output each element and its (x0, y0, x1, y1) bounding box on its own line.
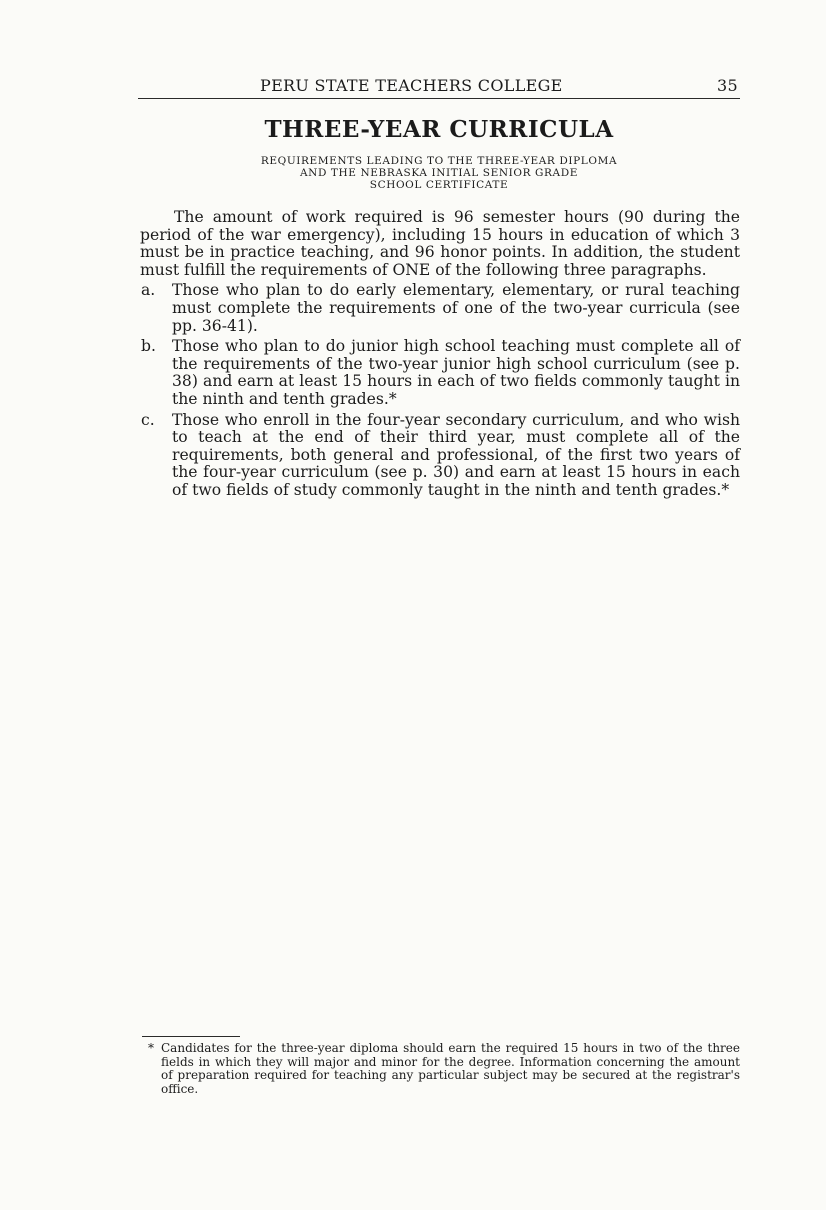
section-title: THREE-YEAR CURRICULA (264, 116, 614, 143)
item-text: Those who plan to do early elementary, elementary, or rural teaching must complete the requirements of one of the two-year curricula (see pp. 36-41). (172, 281, 740, 335)
running-header (138, 76, 740, 99)
requirement-item-b (140, 338, 740, 408)
section-subtitle (138, 155, 740, 191)
subtitle-line-2: AND THE NEBRASKA INITIAL SENIOR GRADE (299, 167, 578, 179)
item-marker: b. (141, 337, 156, 356)
item-text: Those who plan to do junior high school teaching must complete all of the requirements of the two-year junior high school curriculum (see p. 38) and earn at least 15 hours in each of two fields commonly taught in the ninth and tenth grades.* (172, 337, 740, 408)
footnote (148, 1042, 740, 1096)
requirement-item-c (140, 412, 740, 500)
footnote-text: Candidates for the three-year diploma should earn the required 15 hours in two of the three fields in which they will major and minor for the degree. Information concerning the amount of preparation required for teaching any particular subject may be secured at the registrar's office. (161, 1041, 740, 1096)
footnote-divider (142, 1036, 240, 1037)
footnote-marker: * (148, 1041, 154, 1055)
item-marker: a. (141, 281, 156, 300)
body-text (140, 209, 740, 500)
intro-paragraph: The amount of work required is 96 semester hours (90 during the period of the war emergency), including 15 hours in education of which 3 must be in practice teaching, and 96 honor points. In addition, the student must fulfill the requirements of ONE of the following three paragraphs. (140, 208, 740, 279)
requirement-list (140, 282, 740, 499)
requirement-item-a (140, 282, 740, 335)
item-marker: c. (141, 410, 155, 429)
page-number: 35 (717, 76, 738, 95)
item-text: Those who enroll in the four-year secondary curriculum, and who wish to teach at the end of their third year, must complete all of the requirements, both general and professional, of the first two years of the four-year curriculum (see p. 30) and earn at least 15 hours in each of two fields of study commonly taught in the ninth and tenth grades.* (172, 410, 740, 499)
subtitle-line-3: SCHOOL CERTIFICATE (369, 179, 509, 191)
subtitle-line-1: REQUIREMENTS LEADING TO THE THREE-YEAR DIPLOMA (260, 155, 618, 167)
running-title: PERU STATE TEACHERS COLLEGE (260, 76, 563, 95)
